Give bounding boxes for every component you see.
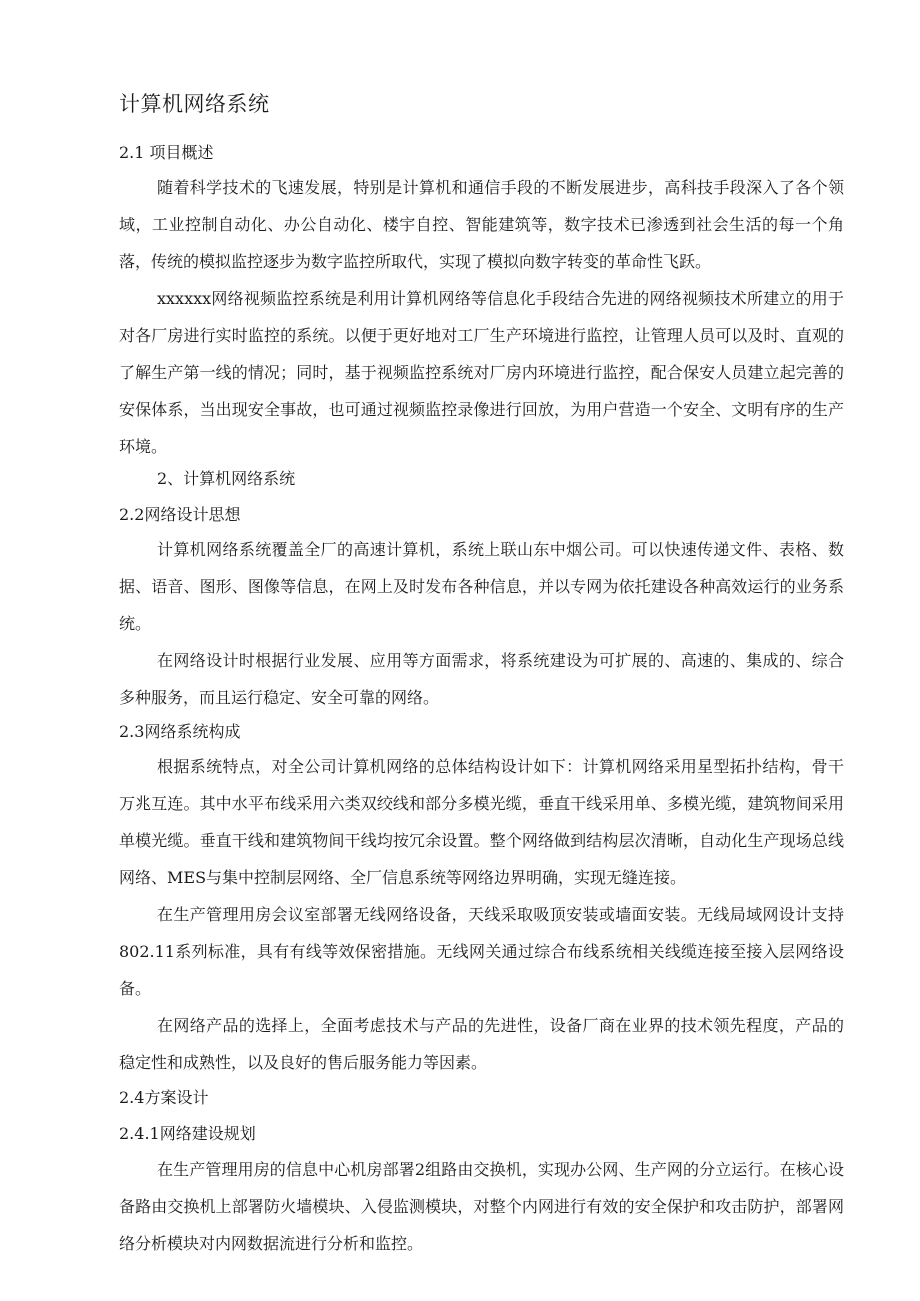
section-2-2-paragraph-2: 在网络设计时根据行业发展、应用等方面需求，将系统建设为可扩展的、高速的、集成的、综合多种服务，而且运行稳定、安全可靠的网络。 (119, 651, 844, 707)
section-2-1-heading: 2.1 项目概述 (119, 143, 214, 162)
section-2-3-heading: 2.3网络系统构成 (119, 722, 241, 741)
section-2-2-paragraph-1: 计算机网络系统覆盖全厂的高速计算机，系统上联山东中烟公司。可以快速传递文件、表格、数据、语音、图形、图像等信息，在网上及时发布各种信息，并以专网为依托建设各种高效运行的业务系统。 (119, 540, 844, 633)
section-2-4-1-paragraph-1: 在生产管理用房的信息中心机房部署2组路由交换机，实现办公网、生产网的分立运行。在核心设备路由交换机上部署防火墙模块、入侵监测模块，对整个内网进行有效的安全保护和攻击防护，部署网络分析模块对内网数据流进行分析和监控。 (119, 1160, 844, 1253)
section-2-4-1-heading: 2.4.1网络建设规划 (119, 1124, 256, 1143)
section-2-2-heading: 2.2网络设计思想 (119, 505, 241, 524)
section-2-1-paragraph-1: 随着科学技术的飞速发展，特别是计算机和通信手段的不断发展进步，高科技手段深入了各个领域，工业控制自动化、办公自动化、楼宇自控、智能建筑等，数字技术已渗透到社会生活的每一个角落，传统的模拟监控逐步为数字监控所取代，实现了模拟向数字转变的革命性飞跃。 (119, 178, 844, 271)
section-2-3-paragraph-1: 根据系统特点，对全公司计算机网络的总体结构设计如下：计算机网络采用星型拓扑结构，骨干万兆互连。其中水平布线采用六类双绞线和部分多模光缆，垂直干线采用单、多模光缆，建筑物间采用单模光缆。垂直干线和建筑物间干线均按冗余设置。整个网络做到结构层次清晰，自动化生产现场总线网络、MES与集中控制层网络、全厂信息系统等网络边界明确，实现无缝连接。 (119, 757, 844, 887)
subsection-title-network-system: 2、计算机网络系统 (157, 469, 296, 488)
section-2-3-paragraph-2: 在生产管理用房会议室部署无线网络设备，天线采取吸顶安装或墙面安装。无线局域网设计支持802.11系列标准，具有有线等效保密措施。无线网关通过综合布线系统相关线缆连接至接入层网络设备。 (119, 905, 844, 998)
section-2-3-paragraph-3: 在网络产品的选择上，全面考虑技术与产品的先进性，设备厂商在业界的技术领先程度，产品的稳定性和成熟性，以及良好的售后服务能力等因素。 (119, 1016, 844, 1072)
document-title: 计算机网络系统 (119, 92, 270, 116)
section-2-4-heading: 2.4方案设计 (119, 1088, 209, 1107)
section-2-1-paragraph-2: xxxxxx网络视频监控系统是利用计算机网络等信息化手段结合先进的网络视频技术所建立的用于对各厂房进行实时监控的系统。以便于更好地对工厂生产环境进行监控，让管理人员可以及时、直观的了解生产第一线的情况；同时，基于视频监控系统对厂房内环境进行监控，配合保安人员建立起完善的安保体系，当出现安全事故，也可通过视频监控录像进行回放，为用户营造一个安全、文明有序的生产环境。 (119, 289, 844, 456)
